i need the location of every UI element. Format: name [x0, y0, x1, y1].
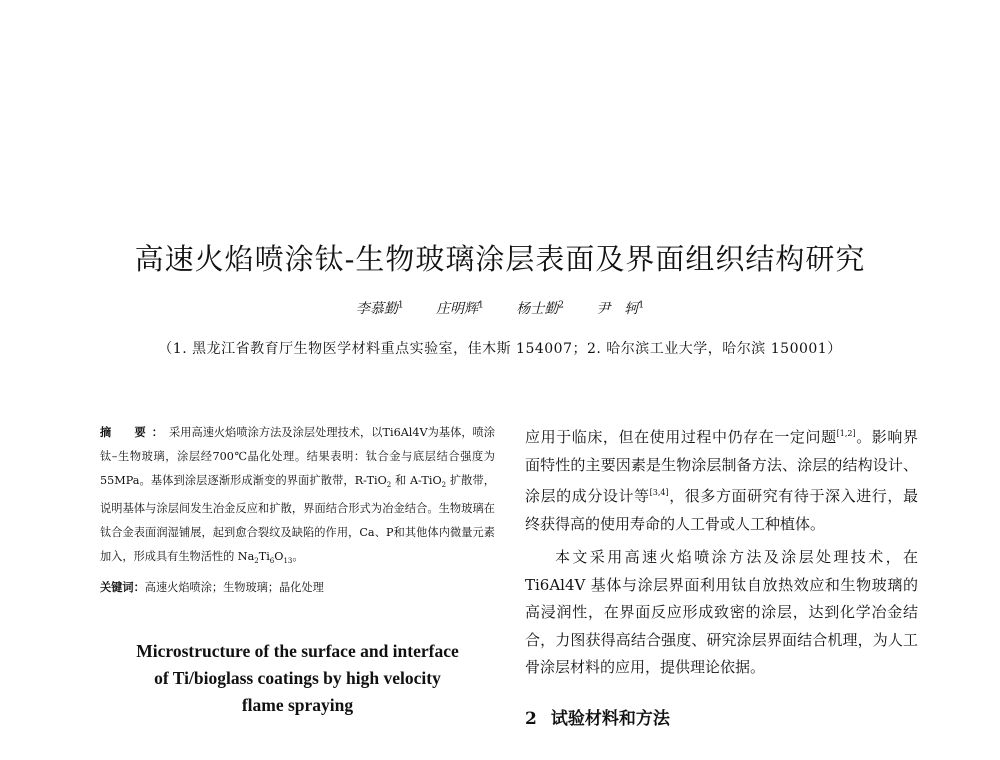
keywords-label: 关键词：	[100, 580, 145, 595]
author: 李慕勤$^1$	[355, 300, 404, 317]
affiliation: （1. 黑龙江省教育厅生物医学材料重点实验室，佳木斯 154007；2. 哈尔滨工业大学，哈尔滨 150001）	[158, 341, 842, 357]
author: 杨士勤$^2$	[516, 300, 564, 317]
body-paragraph: 应用于临床，但在使用过程中仍存在一定问题[1,2]。影响界面特性的主要因素是生物涂层制备方法、涂层的结构设计、涂层的成分设计等[3,4]，很多方面研究有待于深入进行，最终获得高的使用寿命的人工骨或人工种植体。	[525, 428, 918, 533]
author: 尹 轲$^1$	[596, 300, 645, 317]
abstract: 摘 要：采用高速火焰喷涂方法及涂层处理技术，以Ti6Al4V为基体，喷涂钛–生物玻璃，涂层经700℃晶化处理。结果表明：钛合金与底层结合强度为55MPa。基体到涂层逐渐形成渐变的界面扩散带，R-TiO$_2$ 和 A-TiO$_2$ 扩散带，说明基体与涂层间发生冶金反应和扩散，界面结合形式为冶金结合。生物玻璃在钛合金表面润湿铺展，起到愈合裂纹及缺陷的作用，Ca、P和其他体内微量元素加入，形成具有生物活性的 $Na_2Ti_6O_{13}$。	[100, 425, 495, 566]
citation: [1,2]	[836, 429, 856, 438]
abstract-label: 摘 要：	[100, 425, 169, 439]
author: 庄明辉$^1$	[436, 300, 484, 317]
section-heading: 2 试验材料和方法	[525, 708, 670, 729]
right-column	[525, 420, 918, 729]
left-column	[100, 420, 495, 719]
english-title: Microstructure of the surface and interface of Ti/bioglass coatings by high velocity flame spraying	[136, 641, 459, 716]
keywords	[100, 577, 495, 598]
paper-title: 高速火焰喷涂钛-生物玻璃涂层表面及界面组织结构研究	[134, 242, 866, 277]
keywords-text: 高速火焰喷涂；生物玻璃；晶化处理	[144, 581, 324, 595]
citation: [3,4]	[649, 488, 669, 497]
author-list	[0, 298, 1000, 318]
body-paragraph: 本文采用高速火焰喷涂方法及涂层处理技术，在 Ti6Al4V 基体与涂层界面利用钛自放热效应和生物玻璃的高浸润性，在界面反应形成致密的涂层，达到化学冶金结合，力图获得高结合强度、研究涂层界面结合机理，为人工骨涂层材料的应用，提供理论依据。	[525, 548, 918, 676]
